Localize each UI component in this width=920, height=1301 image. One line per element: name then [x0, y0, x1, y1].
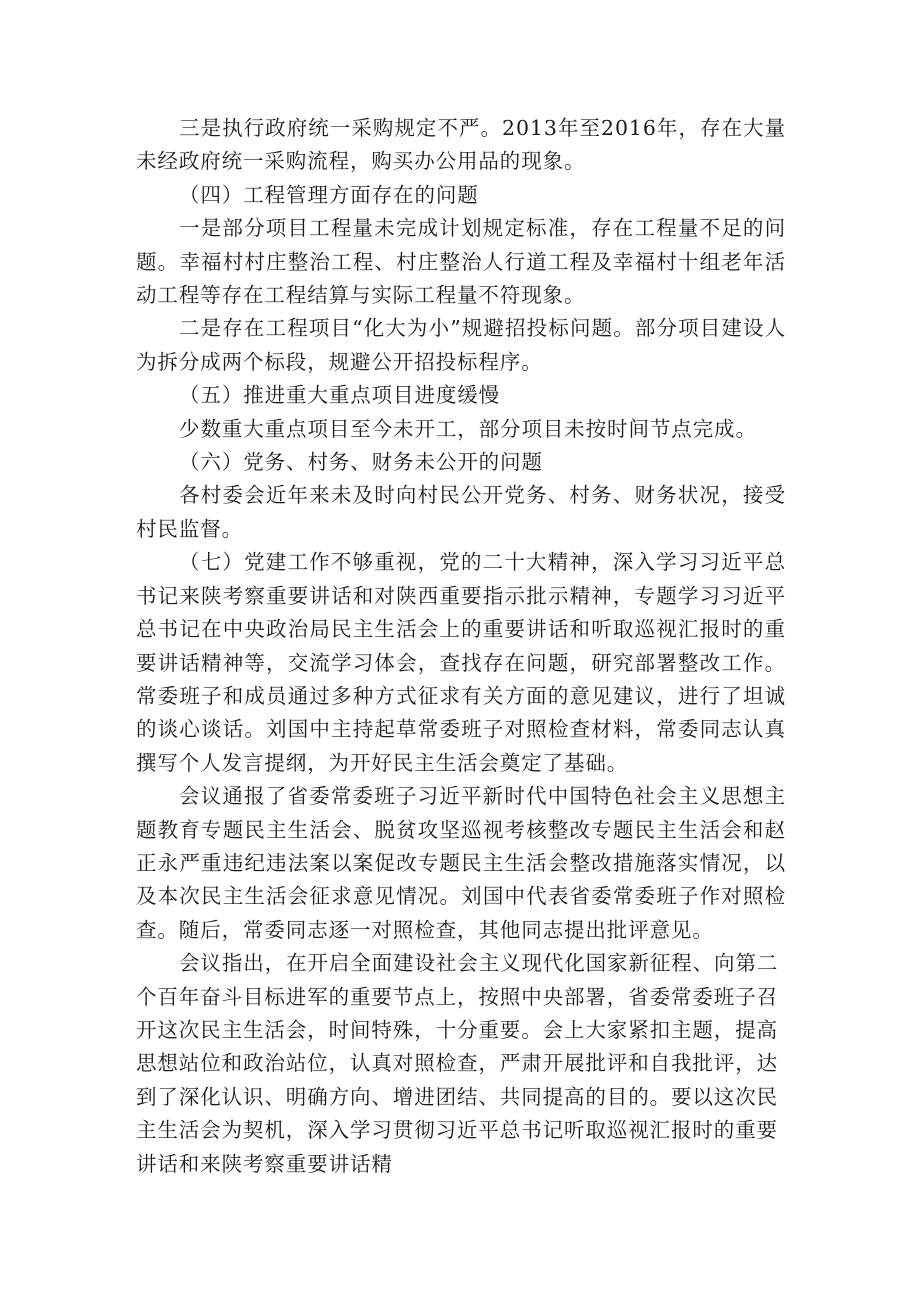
section-heading-5: （五）推进重大重点项目进度缓慢	[179, 383, 501, 408]
paragraph-meeting-conclusion: 会议指出，在开启全面建设社会主义现代化国家新征程、向第二个百年奋斗目标进军的重要节点上，按照中央部署，省委常委班子召开这次民主生活会，时间特殊，十分重要。会上大家紧扣主题，提高思想站位和政治站位，认真对照检查，严肃开展批评和自我批评，达到了深化认识、明确方向、增进团结、共同提高的目的。要以这次民主生活会为契机，深入学习贯彻习近平总书记听取巡视汇报时的重要讲话和来陕考察重要讲话精	[136, 951, 779, 1176]
paragraph-projects: 少数重大重点项目至今未开工，部分项目未按时间节点完成。	[179, 416, 757, 441]
paragraph-bidding: 二是存在工程项目“化大为小”规避招投标问题。部分项目建设人为拆分成两个标段，规避公开招投标程序。	[136, 316, 786, 374]
paragraph-procurement: 三是执行政府统一采购规定不严。2013年至2016年，存在大量未经政府统一采购流程，购买办公用品的现象。	[136, 116, 786, 174]
section-heading-6: （六）党务、村务、财务未公开的问题	[179, 450, 543, 475]
paragraph-meeting-report: 会议通报了省委常委班子习近平新时代中国特色社会主义思想主题教育专题民主生活会、脱贫攻坚巡视考核整改专题民主生活会和赵正永严重违纪违法案以案促改专题民主生活会整改措施落实情况，以及本次民主生活会征求意见情况。刘国中代表省委常委班子作对照检查。随后，常委同志逐一对照检查，其他同志提出批评意见。	[136, 784, 786, 942]
document-body	[136, 112, 786, 1181]
section-heading-4: （四）工程管理方面存在的问题	[179, 182, 479, 207]
paragraph-workload: 一是部分项目工程量未完成计划规定标准，存在工程量不足的问题。幸福村村庄整治工程、村庄整治人行道工程及幸福村十组老年活动工程等存在工程结算与实际工程量不符现象。	[136, 216, 786, 308]
paragraph-disclosure: 各村委会近年来未及时向村民公开党务、村务、财务状况，接受村民监督。	[136, 483, 786, 541]
paragraph-party-building: （七）党建工作不够重视，党的二十大精神，深入学习习近平总书记来陕考察重要讲话和对陕西重要指示批示精神，专题学习习近平总书记在中央政治局民主生活会上的重要讲话和听取巡视汇报时的重要讲话精神等，交流学习体会，查找存在问题，研究部署整改工作。常委班子和成员通过多种方式征求有关方面的意见建议，进行了坦诚的谈心谈话。刘国中主持起草常委班子对照检查材料，常委同志认真撰写个人发言提纲，为开好民主生活会奠定了基础。	[136, 550, 786, 775]
